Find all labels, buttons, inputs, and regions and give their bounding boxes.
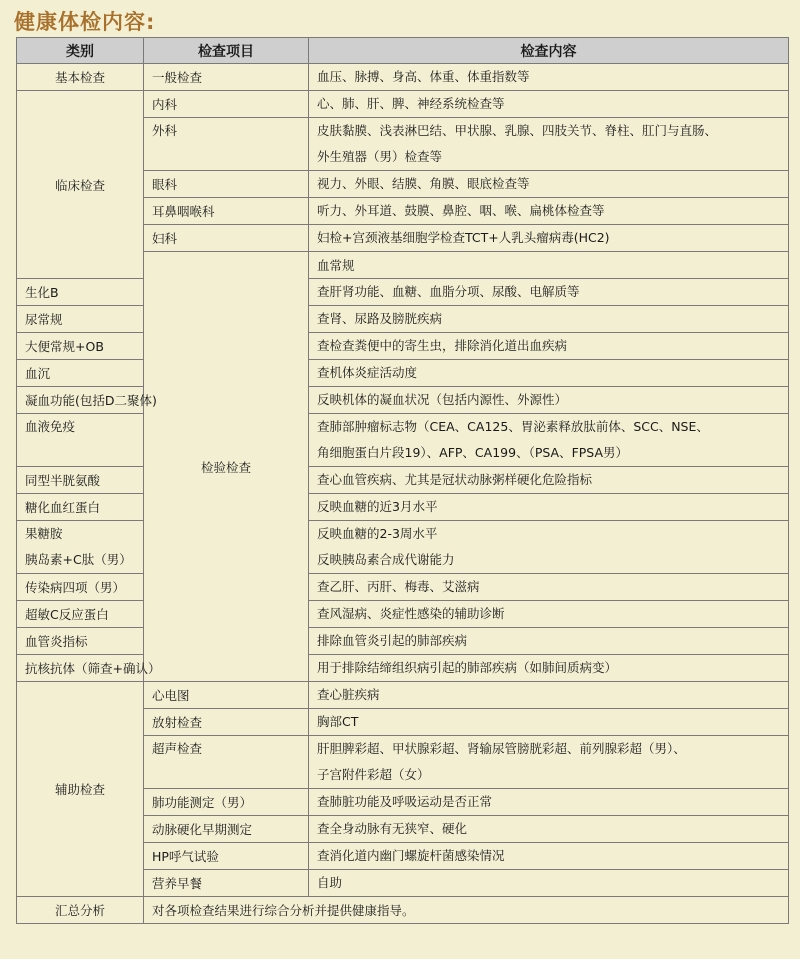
- item-cell: 糖化血红蛋白: [17, 494, 144, 521]
- content-cell: [309, 467, 789, 494]
- header-content: 检查内容: [309, 38, 789, 64]
- item-cell: 肺功能测定（男）: [144, 789, 309, 816]
- category-cell: 汇总分析: [17, 897, 144, 924]
- content-cell: [309, 64, 789, 91]
- table-row: [17, 360, 789, 387]
- item-cell: 血管炎指标: [17, 628, 144, 655]
- item-cell: 生化B: [17, 279, 144, 306]
- content-cell: [309, 736, 789, 789]
- content-line: 妇检+宫颈液基细胞学检查TCT+人乳头瘤病毒(HC2): [317, 230, 610, 245]
- item-cell: 血常规: [309, 252, 789, 279]
- item-cell: 凝血功能(包括D二聚体): [17, 387, 144, 414]
- item-cell: 血沉: [17, 360, 144, 387]
- category-cell: 辅助检查: [17, 682, 144, 897]
- item-cell: 内科: [144, 91, 309, 118]
- header-item: 检查项目: [144, 38, 309, 64]
- content-line: 查肺部肿瘤标志物（CEA、CA125、胃泌素释放肽前体、SCC、NSE、: [317, 419, 709, 434]
- table-row: [17, 574, 789, 601]
- item-cell: 放射检查: [144, 709, 309, 736]
- content-line: 角细胞蛋白片段19）、AFP、CA199、（PSA、FPSA男）: [317, 445, 629, 460]
- content-cell: [309, 333, 789, 360]
- item-cell: 妇科: [144, 225, 309, 252]
- table-row: [17, 387, 789, 414]
- table-row: [17, 64, 789, 91]
- table-row: [17, 655, 789, 682]
- item-cell: 心电图: [144, 682, 309, 709]
- content-line: 查消化道内幽门螺旋杆菌感染情况: [317, 848, 505, 863]
- exam-table: [16, 37, 789, 924]
- table-row: [17, 521, 789, 574]
- content-line: 查检查粪便中的寄生虫，排除消化道出血疾病: [317, 338, 568, 353]
- item-cell: HP呼气试验: [144, 843, 309, 870]
- content-cell: [309, 816, 789, 843]
- header-category: 类别: [17, 38, 144, 64]
- category-cell: 临床检查: [17, 91, 144, 279]
- content-cell: [309, 387, 789, 414]
- content-line: 查心血管疾病、尤其是冠状动脉粥样硬化危险指标: [317, 472, 593, 487]
- content-cell: [309, 843, 789, 870]
- item-cell: 耳鼻咽喉科: [144, 198, 309, 225]
- item-cell: 大便常规+OB: [17, 333, 144, 360]
- content-line: 查肺脏功能及呼吸运动是否正常: [317, 794, 493, 809]
- table-row: [17, 601, 789, 628]
- category-cell: 基本检查: [17, 64, 144, 91]
- content-line: 皮肤黏膜、浅表淋巴结、甲状腺、乳腺、四肢关节、脊柱、肛门与直肠、: [317, 123, 718, 138]
- content-cell: [309, 494, 789, 521]
- content-cell: [309, 789, 789, 816]
- item-cell: 眼科: [144, 171, 309, 198]
- table-row: [17, 897, 789, 924]
- item-cell: 抗核抗体（筛查+确认）: [17, 655, 144, 682]
- content-line: 听力、外耳道、鼓膜、鼻腔、咽、喉、扁桃体检查等: [317, 203, 605, 218]
- content-cell: [309, 628, 789, 655]
- table-row: [17, 91, 789, 118]
- content-cell: [309, 870, 789, 897]
- table-row: [17, 414, 789, 467]
- content-line: 查肝肾功能、血糖、血脂分项、尿酸、电解质等: [317, 284, 580, 299]
- content-line: 子宫附件彩超（女）: [317, 767, 430, 782]
- item-cell: 尿常规: [17, 306, 144, 333]
- content-line: 外生殖器（男）检查等: [317, 149, 443, 164]
- content-line: 用于排除结缔组织病引起的肺部疾病（如肺间质病变）: [317, 660, 618, 675]
- content-cell: [309, 682, 789, 709]
- content-cell: [309, 655, 789, 682]
- item-cell: [144, 736, 309, 789]
- table-row: [17, 306, 789, 333]
- content-cell: [309, 414, 789, 467]
- content-cell: [309, 306, 789, 333]
- content-cell: [309, 521, 789, 574]
- table-row: [17, 467, 789, 494]
- item-cell: 同型半胱氨酸: [17, 467, 144, 494]
- content-line: 查机体炎症活动度: [317, 365, 418, 380]
- table-row: [17, 628, 789, 655]
- content-cell: [309, 91, 789, 118]
- item-cell: 传染病四项（男）: [17, 574, 144, 601]
- table-header-row: [17, 38, 789, 64]
- content-line: 反映机体的凝血状况（包括内源性、外源性）: [317, 392, 568, 407]
- content-line: 心、肺、肝、脾、神经系统检查等: [317, 96, 505, 111]
- table-row: [17, 494, 789, 521]
- table-row: [17, 333, 789, 360]
- item-cell: 一般检查: [144, 64, 309, 91]
- content-line: 查心脏疾病: [317, 687, 380, 702]
- content-line: 反映血糖的近3月水平: [317, 499, 438, 514]
- content-cell: [309, 601, 789, 628]
- content-line: 血压、脉搏、身高、体重、体重指数等: [317, 69, 530, 84]
- content-line: 肝胆脾彩超、甲状腺彩超、肾输尿管膀胱彩超、前列腺彩超（男）、: [317, 741, 686, 756]
- item-line: 胰岛素+C肽（男）: [25, 552, 132, 567]
- content-line: 查风湿病、炎症性感染的辅助诊断: [317, 606, 505, 621]
- content-line: 视力、外眼、结膜、角膜、眼底检查等: [317, 176, 530, 191]
- page-title: 健康体检内容:: [14, 10, 156, 34]
- item-cell: [17, 414, 144, 467]
- item-line: 外科: [152, 123, 178, 138]
- content-line: 排除血管炎引起的肺部疾病: [317, 633, 468, 648]
- content-cell: [309, 118, 789, 171]
- content-line: 查肾、尿路及膀胱疾病: [317, 311, 443, 326]
- item-line: 血液免疫: [25, 419, 76, 434]
- content-line: 查全身动脉有无狭窄、硬化: [317, 821, 468, 836]
- category-cell: 检验检查: [144, 252, 309, 682]
- item-cell: [144, 118, 309, 171]
- item-cell: 超敏C反应蛋白: [17, 601, 144, 628]
- item-cell: 动脉硬化早期测定: [144, 816, 309, 843]
- content-line: 胸部CT: [317, 714, 359, 729]
- content-line: 反映胰岛素合成代谢能力: [317, 552, 455, 567]
- item-line: 超声检查: [152, 741, 203, 756]
- content-cell: [309, 360, 789, 387]
- item-cell: 营养早餐: [144, 870, 309, 897]
- table-row: [17, 279, 789, 306]
- content-cell: [309, 574, 789, 601]
- content-line: 查乙肝、丙肝、梅毒、艾滋病: [317, 579, 480, 594]
- content-line: 自助: [317, 875, 343, 890]
- item-cell: [17, 521, 144, 574]
- content-cell: [309, 709, 789, 736]
- content-line: 反映血糖的2-3周水平: [317, 526, 438, 541]
- summary-cell: 对各项检查结果进行综合分析并提供健康指导。: [144, 897, 789, 924]
- item-line: 果糖胺: [25, 526, 63, 541]
- content-cell: [309, 279, 789, 306]
- content-cell: [309, 198, 789, 225]
- table-row: [17, 682, 789, 709]
- content-cell: [309, 171, 789, 198]
- content-cell: [309, 225, 789, 252]
